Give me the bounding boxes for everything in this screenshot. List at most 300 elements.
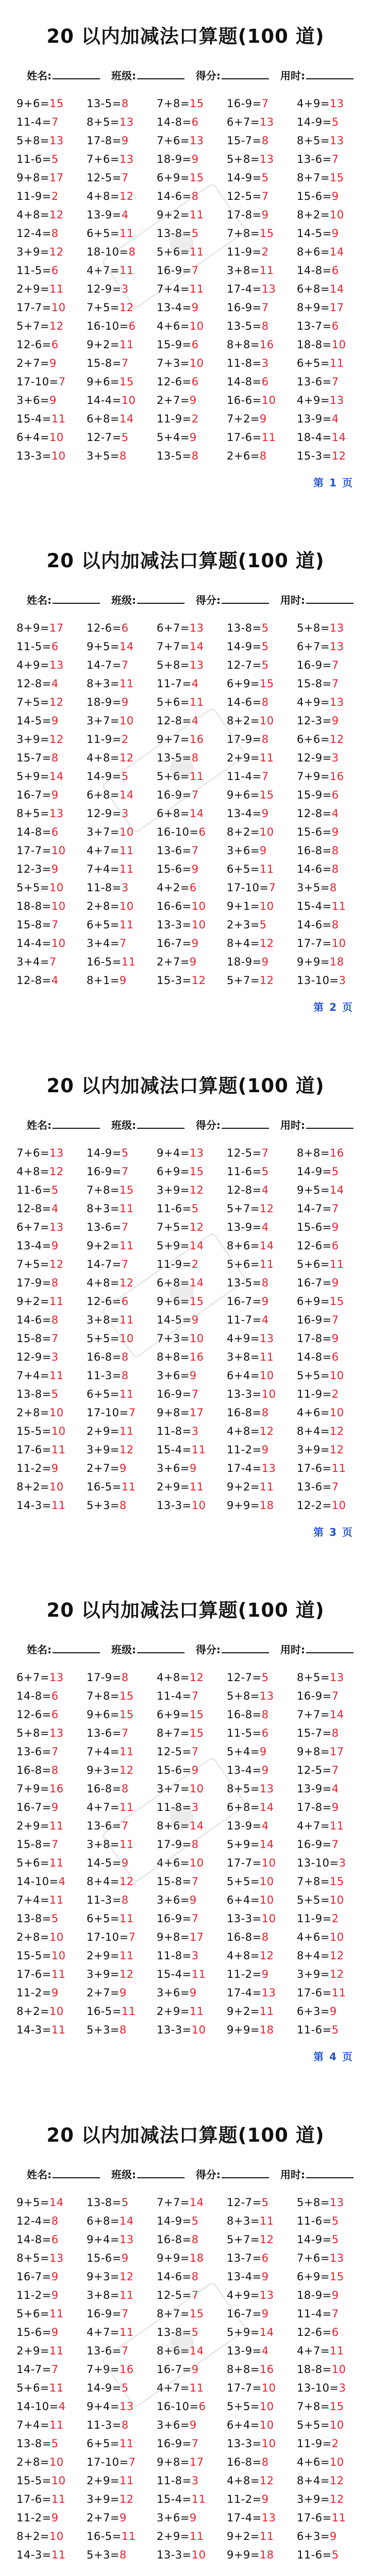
- problem-item: [16, 841, 85, 860]
- problem-item: [16, 711, 85, 730]
- problem-item: [227, 335, 295, 354]
- problem-expression: 4+8=: [157, 1671, 190, 1684]
- problem-answer: 3: [121, 283, 129, 295]
- problem-expression: 13-8=: [16, 1387, 52, 1400]
- problem-answer: 13: [329, 640, 344, 653]
- problem-item: [297, 1909, 365, 1928]
- problem-answer: 9: [329, 2005, 337, 2018]
- problem-expression: 18-8=: [16, 900, 52, 913]
- problem-expression: 16-9=: [227, 97, 262, 110]
- problem-expression: 12-8=: [16, 974, 52, 987]
- problem-expression: 17-10=: [16, 376, 59, 388]
- problem-expression: 12-5=: [297, 1764, 332, 1777]
- problem-item: [157, 1946, 225, 1965]
- problem-answer: 9: [189, 2511, 197, 2524]
- problem-item: [297, 280, 365, 298]
- time-label: 用时:: [280, 1643, 305, 1656]
- problem-expression: 11-2=: [16, 2289, 52, 2301]
- problem-item: [16, 447, 85, 465]
- problem-expression: 8+4=: [297, 1425, 330, 1437]
- problem-answer: 4: [261, 1221, 269, 1233]
- problem-item: [16, 1366, 85, 1385]
- problem-answer: 9: [329, 2530, 337, 2543]
- problem-expression: 6+8=: [87, 413, 120, 425]
- problem-expression: 3+6=: [157, 1369, 190, 1382]
- problem-expression: 13-6=: [87, 1820, 122, 1833]
- problem-answer: 5: [261, 640, 269, 653]
- problem-answer: 8: [191, 450, 199, 462]
- problem-answer: 8: [121, 2418, 129, 2431]
- problem-expression: 5+8=: [297, 622, 330, 635]
- problem-item: [157, 1854, 225, 1872]
- problem-item: [16, 1705, 85, 1724]
- problem-answer: 11: [119, 2289, 134, 2301]
- problem-item: [87, 2546, 155, 2564]
- problem-answer: 2: [51, 190, 59, 202]
- problem-item: [157, 1817, 225, 1835]
- score-label: 得分:: [196, 70, 221, 82]
- problem-item: [16, 897, 85, 916]
- problem-answer: 17: [189, 2455, 204, 2468]
- problem-answer: 9: [261, 2307, 269, 2320]
- problem-answer: 11: [51, 2548, 66, 2561]
- problem-answer: 10: [51, 1425, 66, 1437]
- problem-item: [227, 841, 295, 860]
- problem-expression: 3+9=: [16, 246, 49, 258]
- problem-item: [87, 131, 155, 150]
- problem-answer: 12: [259, 2474, 274, 2487]
- problem-item: [227, 1984, 295, 2002]
- student-info-row: [27, 67, 357, 83]
- problem-item: [227, 711, 295, 730]
- problem-expression: 4+7=: [87, 264, 120, 277]
- problem-answer: 13: [189, 134, 204, 147]
- worksheet-page: [0, 2099, 371, 2576]
- problem-item: [297, 916, 365, 934]
- problem-item: [16, 2249, 85, 2267]
- problem-item: [157, 206, 225, 224]
- problem-expression: 9+6=: [87, 376, 120, 388]
- problem-expression: 2+8=: [16, 2455, 49, 2468]
- problem-item: [16, 1854, 85, 1872]
- problem-item: [16, 335, 85, 354]
- time-label: 用时:: [280, 1118, 305, 1131]
- problem-expression: 9+1=: [227, 900, 260, 913]
- problem-expression: 17-7=: [297, 937, 332, 950]
- problem-item: [16, 317, 85, 335]
- problem-answer: 8: [119, 2548, 127, 2561]
- score-blank: [222, 2166, 269, 2178]
- problem-item: [87, 674, 155, 693]
- time-blank: [306, 67, 353, 79]
- problem-item: [227, 1255, 295, 1274]
- problem-item: [16, 206, 85, 224]
- problem-expression: 7+7=: [297, 1708, 330, 1721]
- problem-answer: 9: [189, 1894, 197, 1907]
- problem-item: [297, 619, 365, 637]
- problem-expression: 14-10=: [16, 2400, 59, 2413]
- problem-expression: 17-10=: [87, 2455, 129, 2468]
- problem-expression: 14-4=: [16, 937, 52, 950]
- problem-item: [227, 2342, 295, 2360]
- problem-expression: 6+9=: [157, 172, 190, 184]
- problem-answer: 11: [191, 2493, 206, 2505]
- problem-answer: 9: [331, 1332, 339, 1345]
- problem-answer: 12: [329, 2474, 344, 2487]
- class-label: 班级:: [111, 594, 136, 607]
- problem-answer: 6: [331, 789, 339, 802]
- problem-answer: 18: [329, 956, 344, 969]
- problem-answer: 8: [51, 1764, 59, 1777]
- problem-item: [87, 224, 155, 243]
- problem-item: [227, 1366, 295, 1385]
- problem-expression: 5+5=: [297, 1369, 330, 1382]
- problem-answer: 10: [329, 1406, 344, 1419]
- problem-expression: 8+5=: [297, 1671, 330, 1684]
- problem-item: [87, 971, 155, 990]
- problem-item: [16, 1909, 85, 1928]
- problem-expression: 17-7=: [16, 301, 52, 314]
- problem-item: [297, 113, 365, 131]
- problem-expression: 8+2=: [16, 2005, 49, 2018]
- problem-expression: 2+9=: [157, 2005, 190, 2018]
- time-blank: [306, 591, 353, 604]
- problem-item: [87, 428, 155, 447]
- problem-item: [157, 897, 225, 916]
- problem-answer: 13: [189, 659, 204, 672]
- problem-item: [16, 1835, 85, 1854]
- problem-answer: 5: [261, 172, 269, 184]
- problem-item: [227, 934, 295, 953]
- problem-item: [297, 1724, 365, 1742]
- problem-item: [157, 1311, 225, 1329]
- problem-expression: 3+8=: [227, 1350, 260, 1363]
- problem-expression: 2+8=: [87, 900, 120, 913]
- problem-item: [227, 372, 295, 391]
- problem-item: [16, 1946, 85, 1965]
- problem-answer: 11: [51, 1443, 66, 1456]
- problem-answer: 6: [128, 320, 136, 332]
- problem-expression: 6+5=: [227, 863, 260, 876]
- problem-expression: 4+7=: [157, 2381, 190, 2394]
- problem-item: [157, 391, 225, 410]
- problem-expression: 11-9=: [297, 1912, 332, 1925]
- problem-item: [16, 1687, 85, 1705]
- problem-item: [297, 2323, 365, 2342]
- problem-item: [87, 2527, 155, 2546]
- problem-answer: 9: [51, 1239, 59, 1252]
- problem-answer: 11: [121, 956, 136, 969]
- problem-answer: 11: [119, 1745, 134, 1758]
- problem-item: [87, 2230, 155, 2249]
- problem-item: [157, 711, 225, 730]
- problem-item: [227, 656, 295, 674]
- problem-item: [87, 2471, 155, 2490]
- problem-expression: 17-9=: [157, 1838, 192, 1851]
- problem-expression: 11-7=: [227, 1313, 262, 1326]
- problem-answer: 4: [51, 1202, 59, 1215]
- problem-expression: 15-5=: [16, 1425, 52, 1437]
- problem-expression: 7+9=: [16, 1783, 49, 1795]
- problem-item: [157, 1705, 225, 1724]
- problem-item: [157, 1909, 225, 1928]
- problem-item: [87, 823, 155, 841]
- problem-expression: 16-9=: [297, 1313, 332, 1326]
- problem-expression: 17-6=: [297, 1462, 332, 1475]
- problem-item: [297, 2453, 365, 2471]
- problem-expression: 5+8=: [227, 153, 260, 165]
- problem-answer: 10: [49, 2455, 64, 2468]
- problem-item: [87, 767, 155, 786]
- problem-expression: 16-9=: [297, 1690, 332, 1703]
- problem-item: [87, 1440, 155, 1459]
- problem-item: [16, 730, 85, 749]
- problem-item: [157, 1162, 225, 1181]
- problem-item: [16, 2002, 85, 2021]
- problem-item: [297, 2434, 365, 2453]
- problem-item: [297, 94, 365, 113]
- problem-answer: 11: [119, 844, 134, 857]
- problem-expression: 11-8=: [157, 1950, 192, 1962]
- name-blank: [53, 1116, 100, 1129]
- problem-answer: 7: [51, 2363, 59, 2376]
- problem-expression: 12-5=: [157, 1745, 192, 1758]
- problem-item: [87, 391, 155, 410]
- problem-expression: 12-5=: [157, 2289, 192, 2301]
- problem-item: [297, 1218, 365, 1236]
- problem-answer: 12: [259, 1425, 274, 1437]
- problem-item: [87, 1162, 155, 1181]
- problem-item: [87, 2286, 155, 2304]
- problem-item: [157, 2212, 225, 2230]
- problem-answer: 2: [121, 733, 129, 746]
- problem-item: [157, 619, 225, 637]
- problem-expression: 11-6=: [227, 1165, 262, 1178]
- problem-answer: 13: [261, 2511, 276, 2524]
- class-blank: [137, 2166, 184, 2178]
- problem-expression: 13-3=: [157, 2548, 192, 2561]
- problem-expression: 13-6=: [87, 1221, 122, 1233]
- problem-answer: 7: [49, 956, 57, 969]
- problem-answer: 12: [119, 1276, 134, 1289]
- problem-item: [297, 335, 365, 354]
- problem-expression: 12-7=: [227, 659, 262, 672]
- problem-expression: 2+9=: [16, 2344, 49, 2357]
- problem-item: [87, 2323, 155, 2342]
- problem-item: [157, 1687, 225, 1705]
- problem-answer: 10: [191, 1499, 206, 1512]
- problem-item: [87, 1891, 155, 1909]
- problem-item: [227, 1891, 295, 1909]
- problem-item: [227, 2490, 295, 2509]
- problem-item: [16, 693, 85, 711]
- problem-expression: 13-8=: [157, 227, 192, 240]
- problem-item: [297, 354, 365, 372]
- problem-answer: 6: [51, 826, 59, 839]
- problem-answer: 9: [49, 357, 57, 369]
- problem-item: [227, 206, 295, 224]
- problem-item: [16, 1798, 85, 1817]
- problem-answer: 3: [339, 974, 346, 987]
- problem-answer: 9: [261, 1443, 269, 1456]
- problem-item: [157, 1798, 225, 1817]
- problem-item: [227, 1946, 295, 1965]
- problem-answer: 6: [191, 116, 199, 128]
- problem-expression: 3+9=: [157, 1183, 190, 1196]
- problem-answer: 11: [49, 1857, 64, 1870]
- problem-item: [157, 298, 225, 317]
- problem-answer: 10: [329, 1369, 344, 1382]
- problem-item: [16, 2379, 85, 2397]
- problem-item: [16, 934, 85, 953]
- problem-expression: 15-3=: [157, 974, 192, 987]
- problem-expression: 5+7=: [227, 1202, 260, 1215]
- problem-item: [227, 2453, 295, 2471]
- problem-answer: 11: [119, 1801, 134, 1814]
- problem-expression: 8+3=: [87, 677, 120, 690]
- problem-expression: 16-8=: [297, 844, 332, 857]
- problem-item: [227, 2212, 295, 2230]
- problem-expression: 6+3=: [297, 2530, 330, 2543]
- problem-expression: 7+4=: [16, 1369, 49, 1382]
- problem-item: [87, 2304, 155, 2323]
- problem-answer: 5: [51, 1912, 59, 1925]
- page-number: [313, 2573, 353, 2576]
- problem-item: [87, 2021, 155, 2039]
- problem-item: [227, 1218, 295, 1236]
- problem-answer: 9: [189, 956, 197, 969]
- problem-answer: 10: [329, 1931, 344, 1944]
- problem-answer: 4: [261, 1313, 269, 1326]
- problem-item: [297, 1928, 365, 1946]
- problem-answer: 7: [51, 116, 59, 128]
- problem-item: [227, 971, 295, 990]
- problem-answer: 11: [119, 1313, 134, 1326]
- problem-item: [297, 2230, 365, 2249]
- problem-answer: 8: [121, 1350, 129, 1363]
- problem-expression: 4+6=: [157, 1857, 190, 1870]
- problem-expression: 4+8=: [87, 1276, 120, 1289]
- problem-expression: 8+4=: [87, 1875, 120, 1888]
- problem-expression: 15-6=: [297, 190, 332, 202]
- problem-item: [87, 1946, 155, 1965]
- worksheet-page: [0, 0, 371, 524]
- problem-expression: 18-9=: [157, 153, 192, 165]
- student-info-row: [27, 1116, 357, 1133]
- problem-expression: 16-6=: [157, 900, 192, 913]
- problem-expression: 4+7=: [87, 2326, 120, 2338]
- problem-answer: 12: [191, 974, 206, 987]
- problem-item: [297, 2397, 365, 2416]
- problem-expression: 2+8=: [16, 1406, 49, 1419]
- problem-answer: 2: [261, 246, 269, 258]
- problem-answer: 7: [51, 919, 59, 931]
- problem-item: [157, 1742, 225, 1761]
- worksheet-page: [0, 524, 371, 1049]
- problem-expression: 8+8=: [227, 338, 260, 351]
- problem-item: [16, 2434, 85, 2453]
- problem-expression: 14-8=: [16, 1690, 52, 1703]
- problem-answer: 3: [331, 752, 339, 765]
- problem-answer: 13: [119, 153, 134, 165]
- problem-answer: 13: [329, 97, 344, 110]
- problem-item: [87, 1311, 155, 1329]
- problem-expression: 2+9=: [16, 1820, 49, 1833]
- problem-expression: 14-8=: [157, 116, 192, 128]
- problem-expression: 2+8=: [16, 1931, 49, 1944]
- problem-expression: 11-2=: [227, 1968, 262, 1981]
- problem-expression: 11-6=: [16, 1183, 52, 1196]
- problem-expression: 8+3=: [227, 2214, 260, 2227]
- problem-expression: 2+9=: [157, 2530, 190, 2543]
- problem-answer: 13: [329, 134, 344, 147]
- problem-answer: 9: [51, 789, 59, 802]
- problem-expression: 9+7=: [157, 733, 190, 746]
- problem-expression: 6+8=: [87, 789, 120, 802]
- problem-answer: 7: [121, 1820, 129, 1833]
- problem-answer: 7: [119, 937, 127, 950]
- problem-expression: 9+9=: [227, 1499, 260, 1512]
- problem-answer: 7: [121, 1221, 129, 1233]
- problem-item: [227, 1724, 295, 1742]
- problem-item: [16, 280, 85, 298]
- problem-expression: 14-5=: [16, 715, 52, 727]
- problem-item: [227, 261, 295, 280]
- problem-answer: 11: [49, 1295, 64, 1308]
- problem-item: [157, 730, 225, 749]
- problem-expression: 8+1=: [87, 974, 120, 987]
- problem-item: [227, 953, 295, 971]
- problem-expression: 15-9=: [157, 338, 192, 351]
- problem-answer: 11: [189, 1480, 204, 1493]
- problem-answer: 5: [331, 2548, 339, 2561]
- problem-answer: 14: [119, 2214, 134, 2227]
- problem-expression: 13-6=: [87, 1727, 122, 1740]
- problem-answer: 11: [119, 1950, 134, 1962]
- problem-item: [157, 2021, 225, 2039]
- problem-answer: 11: [121, 2005, 136, 2018]
- problem-expression: 6+4=: [227, 2418, 260, 2431]
- problem-expression: 18-8=: [297, 338, 332, 351]
- time-field: [280, 1641, 353, 1657]
- problem-expression: 4+7=: [87, 1801, 120, 1814]
- problem-item: [157, 2230, 225, 2249]
- problem-item: [157, 841, 225, 860]
- problem-answer: 9: [331, 1801, 339, 1814]
- problem-item: [87, 2434, 155, 2453]
- problem-item: [87, 2212, 155, 2230]
- problem-item: [16, 823, 85, 841]
- problem-item: [297, 934, 365, 953]
- problem-item: [297, 1742, 365, 1761]
- class-field: [111, 591, 184, 608]
- problem-answer: 8: [261, 320, 269, 332]
- problem-answer: 6: [51, 640, 59, 653]
- problem-answer: 7: [331, 1313, 339, 1326]
- problem-item: [297, 1965, 365, 1984]
- problem-item: [297, 749, 365, 767]
- problem-expression: 13-10=: [297, 1857, 339, 1870]
- problem-expression: 14-6=: [157, 2270, 192, 2283]
- problem-expression: 2+6=: [227, 450, 260, 462]
- problem-answer: 5: [331, 2214, 339, 2227]
- problem-item: [87, 637, 155, 656]
- problem-answer: 11: [119, 677, 134, 690]
- problem-item: [227, 1144, 295, 1162]
- problem-expression: 13-3=: [157, 2024, 192, 2037]
- problem-item: [16, 1144, 85, 1162]
- problem-answer: 9: [261, 956, 269, 969]
